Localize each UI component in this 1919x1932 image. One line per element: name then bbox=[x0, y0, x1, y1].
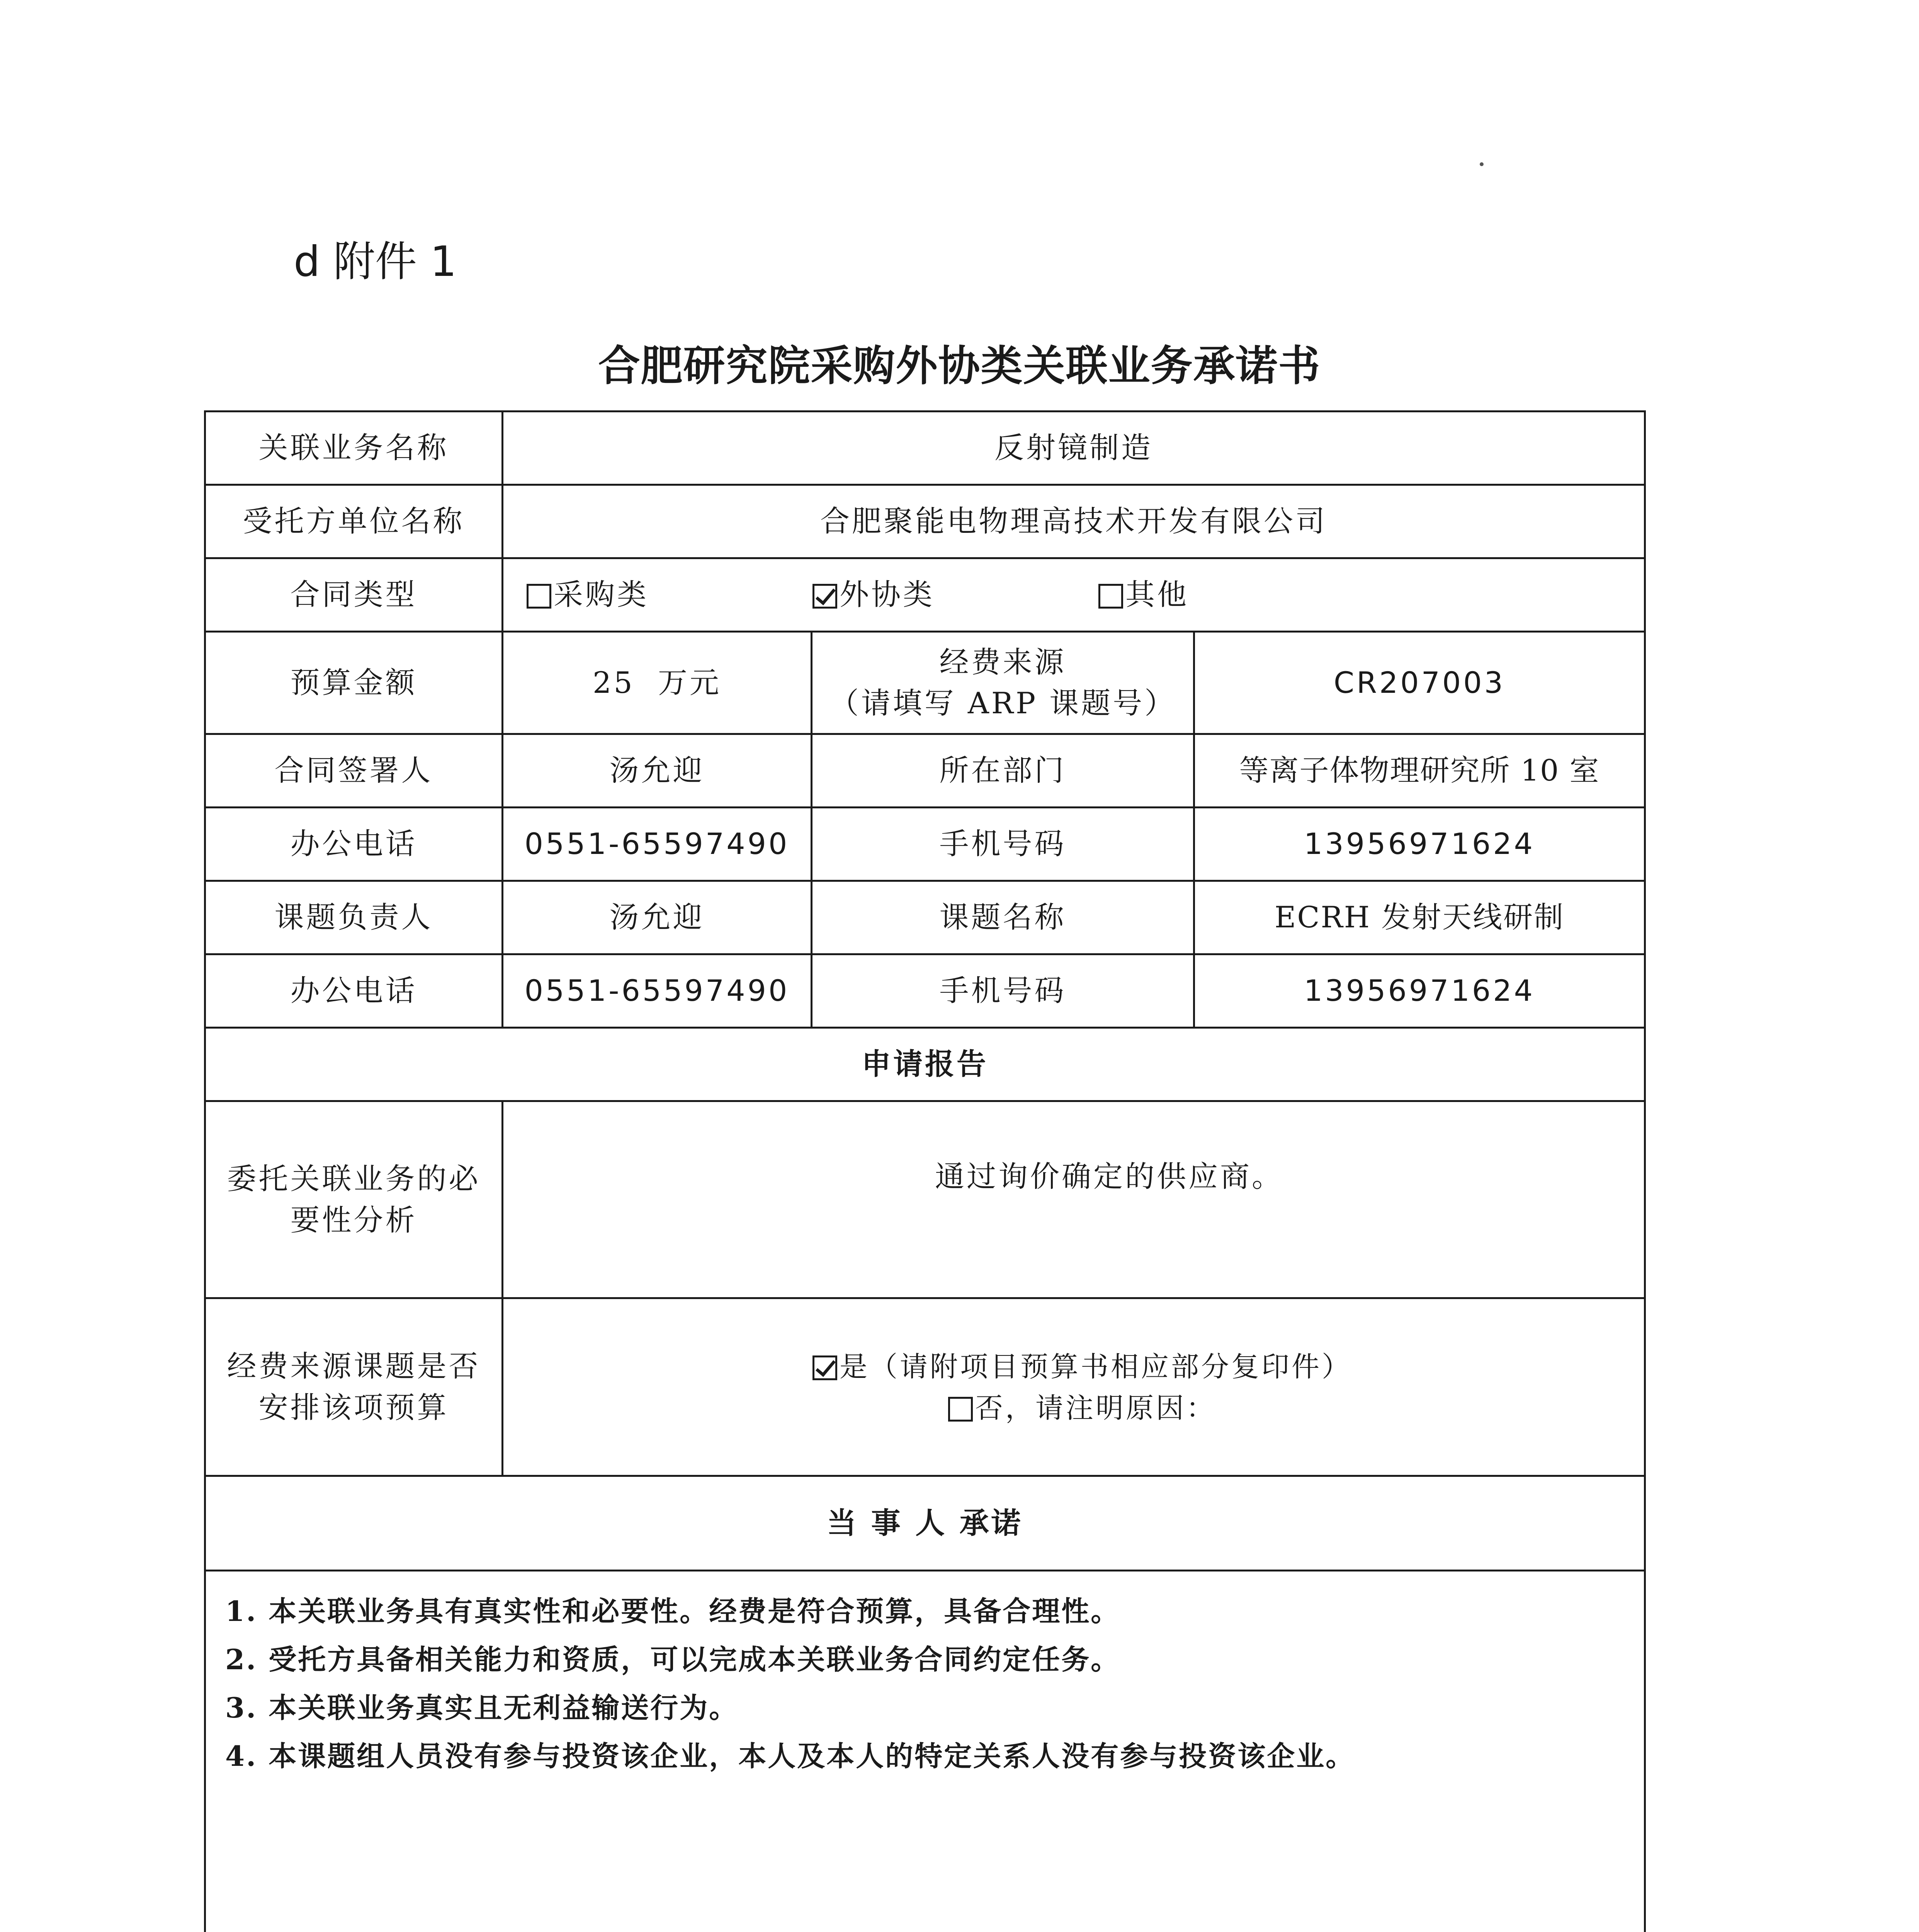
outsourcing-checkbox-checked[interactable] bbox=[812, 584, 837, 609]
budget-check-label: 经费来源课题是否安排该项预算 bbox=[205, 1298, 503, 1476]
budget-check-options bbox=[503, 1298, 1645, 1476]
row-pledge-header bbox=[205, 1476, 1645, 1571]
contract-type-outsourcing[interactable] bbox=[812, 574, 1098, 615]
row-budget-check bbox=[205, 1298, 1645, 1476]
business-name-value: 反射镜制造 bbox=[503, 412, 1645, 485]
row-application-header bbox=[205, 1028, 1645, 1101]
row-budget bbox=[205, 632, 1645, 734]
pledge-section-title: 当 事 人 承诺 bbox=[205, 1476, 1645, 1571]
project-leader-label: 课题负责人 bbox=[205, 881, 503, 954]
department-label: 所在部门 bbox=[812, 734, 1194, 808]
application-section-title: 申请报告 bbox=[205, 1028, 1645, 1101]
scan-speck bbox=[1480, 162, 1484, 166]
project-name-label: 课题名称 bbox=[812, 881, 1194, 954]
other-label: 其他 bbox=[1125, 577, 1189, 612]
commitment-form-table bbox=[204, 410, 1646, 1932]
trustee-label: 受托方单位名称 bbox=[205, 485, 503, 558]
pledge-content bbox=[205, 1571, 1645, 1932]
budget-yes-option[interactable] bbox=[527, 1346, 1638, 1387]
yes-checkbox-checked[interactable] bbox=[812, 1355, 837, 1380]
budget-no-option[interactable] bbox=[527, 1387, 1638, 1428]
attachment-label: d 附件 1 bbox=[294, 238, 457, 286]
signer-value: 汤允迎 bbox=[503, 734, 812, 808]
budget-value: 25 万元 bbox=[503, 632, 812, 734]
row-signer bbox=[205, 734, 1645, 808]
row-necessity bbox=[205, 1101, 1645, 1298]
mobile-label-2: 手机号码 bbox=[812, 954, 1194, 1028]
row-office-phone-2 bbox=[205, 954, 1645, 1028]
pledge-item-1: 1. 本关联业务具有真实性和必要性。经费是符合预算，具备合理性。 bbox=[225, 1595, 1120, 1628]
office-phone-label: 办公电话 bbox=[205, 808, 503, 881]
outsourcing-label: 外协类 bbox=[840, 577, 935, 612]
contract-type-purchase[interactable] bbox=[527, 574, 812, 615]
office-phone-value-2: 0551-65597490 bbox=[503, 954, 812, 1028]
other-checkbox[interactable] bbox=[1098, 584, 1123, 609]
budget-label: 预算金额 bbox=[205, 632, 503, 734]
pledge-item-3: 3. 本关联业务真实且无利益输送行为。 bbox=[225, 1691, 739, 1724]
pledge-item-4: 4. 本课题组人员没有参与投资该企业，本人及本人的特定关系人没有参与投资该企业。 bbox=[225, 1740, 1355, 1772]
mobile-value-2: 13956971624 bbox=[1194, 954, 1645, 1028]
contract-type-other[interactable] bbox=[1098, 574, 1384, 615]
department-value: 等离子体物理研究所 10 室 bbox=[1194, 734, 1645, 808]
row-project-leader bbox=[205, 881, 1645, 954]
fund-source-hint: （请填写 ARP 课题号） bbox=[829, 686, 1176, 720]
office-phone-label-2: 办公电话 bbox=[205, 954, 503, 1028]
necessity-value: 通过询价确定的供应商。 bbox=[503, 1101, 1645, 1298]
no-checkbox[interactable] bbox=[948, 1397, 973, 1422]
yes-label: 是（请附项目预算书相应部分复印件） bbox=[839, 1350, 1352, 1383]
row-business-name bbox=[205, 412, 1645, 485]
business-name-label: 关联业务名称 bbox=[205, 412, 503, 485]
fund-source-value: CR207003 bbox=[1194, 632, 1645, 734]
signer-label: 合同签署人 bbox=[205, 734, 503, 808]
project-name-value: ECRH 发射天线研制 bbox=[1194, 881, 1645, 954]
no-label: 否，请注明原因： bbox=[975, 1391, 1216, 1424]
document-title: 合肥研究院采购外协类关联业务承诺书 bbox=[598, 342, 1321, 390]
row-contract-type bbox=[205, 558, 1645, 632]
row-trustee bbox=[205, 485, 1645, 558]
purchase-checkbox[interactable] bbox=[527, 584, 551, 609]
mobile-value: 13956971624 bbox=[1194, 808, 1645, 881]
handwritten-signature bbox=[1369, 1927, 1655, 1932]
trustee-value: 合肥聚能电物理高技术开发有限公司 bbox=[503, 485, 1645, 558]
necessity-label: 委托关联业务的必要性分析 bbox=[205, 1101, 503, 1298]
purchase-label: 采购类 bbox=[554, 577, 649, 612]
contract-type-options bbox=[503, 558, 1645, 632]
fund-source-label: 经费来源 bbox=[939, 645, 1066, 679]
mobile-label: 手机号码 bbox=[812, 808, 1194, 881]
fund-source-label-cell bbox=[812, 632, 1194, 734]
office-phone-value: 0551-65597490 bbox=[503, 808, 812, 881]
pledge-item-2: 2. 受托方具备相关能力和资质，可以完成本关联业务合同约定任务。 bbox=[225, 1643, 1120, 1676]
row-pledge-content bbox=[205, 1571, 1645, 1932]
contract-type-label: 合同类型 bbox=[205, 558, 503, 632]
project-leader-value: 汤允迎 bbox=[503, 881, 812, 954]
row-office-phone bbox=[205, 808, 1645, 881]
